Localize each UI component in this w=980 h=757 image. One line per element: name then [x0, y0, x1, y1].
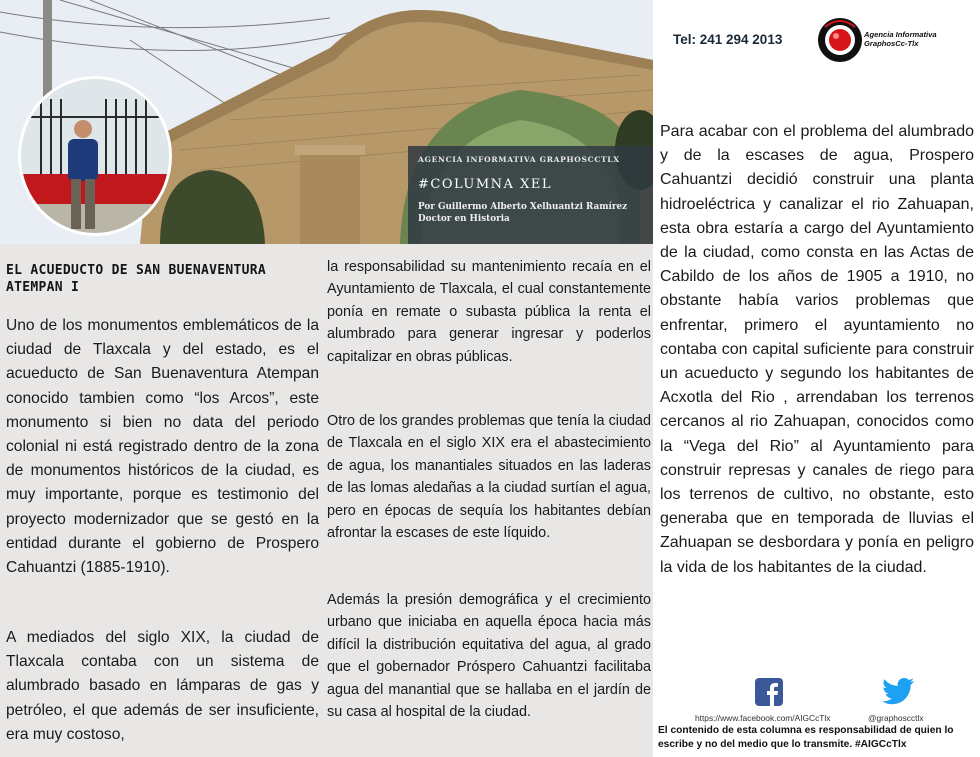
hero-photo [0, 0, 653, 244]
facebook-link[interactable]: https://www.facebook.com/AIGCcTlx [695, 713, 831, 723]
paragraph-col2-1: la responsabilidad su mantenimiento recaía en el Ayuntamiento de Tlaxcala, el cual constantemente ponía en remate o subasta pública la renta el alumbrado para generar ingresar y poderlos capitalizar en obras públicas. [327, 259, 651, 365]
caption-author-title: Doctor en Historia [418, 214, 510, 224]
paragraph-col2-3: Además la presión demográfica y el crecimiento urbano que iniciaba en aquella época hacia más difícil la distribución equitativa del agua, al grado que el gobernador Próspero Cahuantzi facilitaba agua del manantial que se hallaba en el jardín de su casa al hospital de la ciudad. [327, 592, 651, 721]
paragraph-col1-1: Uno de los monumentos emblemáticos de la ciudad de Tlaxcala y del estado, es el acueducto de San Buenaventura Atempan conocido tambien como “los Arcos”, este monumento si bien no data del periodo colonial ni está registrado dentro de la zona de monumentos históricos de la ciudad, es muy importante, porque es testimonio del proyecto modernizador que se gestó en la entidad durante el gobierno de Prospero Cahuantzi (1885-1910). [6, 317, 319, 577]
paragraph-col3-1: Para acabar con el problema del alumbrado y de la escases de agua, Prospero Cahuantzi decidió construir una planta hidroeléctrica y canalizar el rio Zahuapan, esta obra estaría a cargo del Ayuntamiento de la ciudad, como consta en las Actas de Cabildo de los años de 1905 a 1910, no obstante había varios problemas que enfrentar, primero el ayuntamiento no contaba con capital suficiente para construir un acueducto y segundo los habitantes de Acxotla del Rio , arrendaban los terrenos cercanos al rio Zahuapan, conocidos como la “Vega del Rio” al Ayuntamiento para construir represas y canales de riego para los terrenos de cultivo, no obstante, esto generaba que en temporada de lluvias el Zahuapan se desbordara y ponía en peligro la vida de los habitantes de la ciudad. [660, 123, 974, 576]
logo-text-line1: Agencia Informativa [864, 30, 937, 39]
caption-agency: AGENCIA INFORMATIVA GRAPHOSCCTLX [418, 155, 620, 164]
caption-author [418, 201, 643, 225]
article-title-line2: ATEMPAN I [6, 280, 80, 295]
column-caption-box [408, 146, 653, 244]
disclaimer-text: El contenido de esta columna es responsabilidad de quien lo escribe y no del medio que lo transmite. #AIGCcTlx [658, 725, 954, 750]
caption-author-name: Por Guillermo Alberto Xelhuantzi Ramírez [418, 202, 628, 212]
inset-portrait-photo [18, 76, 172, 236]
article-title [6, 262, 316, 296]
logo-text [864, 30, 937, 48]
paragraph-col1-2: A mediados del siglo XIX, la ciudad de Tlaxcala contaba con un sistema de alumbrado basado en lámparas de gas y petróleo, el que además de ser insuficiente, era muy costoso, [6, 629, 319, 743]
article-title-line1: EL ACUEDUCTO DE SAN BUENAVENTURA [6, 263, 267, 278]
caption-hashtag[interactable]: #COLUMNA XEL [418, 177, 552, 192]
facebook-icon[interactable] [755, 678, 783, 706]
portrait-illustration [21, 79, 172, 236]
phone-number[interactable]: Tel: 241 294 2013 [673, 32, 783, 47]
paragraph-col2-2: Otro de los grandes problemas que tenía la ciudad de Tlaxcala en el siglo XIX era el abastecimiento de agua, los manantiales situados en las laderas de las lomas aledañas a la ciudad surtían el agua, pero en épocas de sequía los habitantes debían afrontar la escases de este líquido. [327, 413, 651, 542]
logo-text-line2: GraphosCc-Tlx [864, 39, 919, 48]
twitter-handle[interactable]: @graphoscctlx [868, 713, 924, 723]
camera-logo-icon[interactable] [817, 17, 863, 63]
twitter-icon[interactable] [881, 677, 915, 707]
